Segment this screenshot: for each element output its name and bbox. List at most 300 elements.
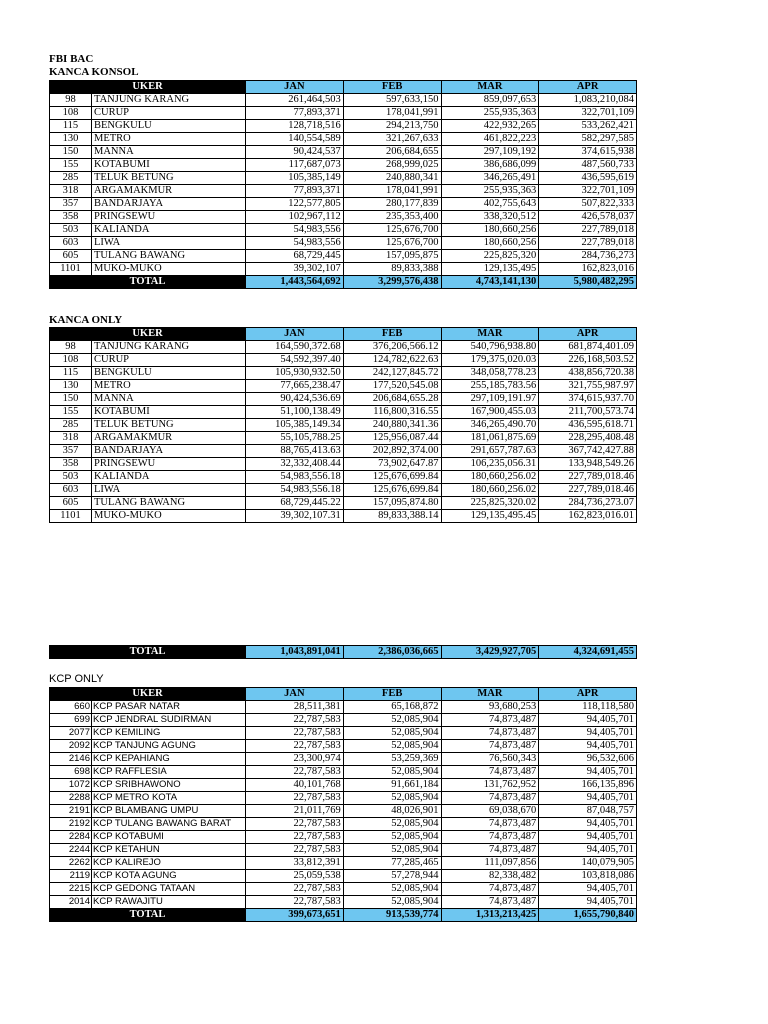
uker-header: UKER — [50, 328, 246, 341]
value-mar: 74,873,487 — [441, 883, 539, 896]
value-feb: 125,676,700 — [343, 237, 441, 250]
value-feb: 52,085,904 — [343, 714, 441, 727]
table-row — [50, 458, 637, 471]
value-jan: 54,983,556.18 — [246, 484, 344, 497]
uker-name: TELUK BETUNG — [92, 172, 246, 185]
value-feb: 52,085,904 — [343, 766, 441, 779]
uker-code: 2215 — [50, 883, 92, 896]
value-jan: 68,729,445.22 — [246, 497, 344, 510]
month-header-apr: APR — [539, 81, 637, 94]
uker-code: 98 — [50, 341, 92, 354]
table-row — [50, 198, 637, 211]
value-mar: 74,873,487 — [441, 844, 539, 857]
uker-code: 699 — [50, 714, 92, 727]
total-feb: 3,299,576,438 — [343, 276, 441, 289]
uker-name: MANNA — [92, 393, 246, 406]
value-feb: 206,684,655 — [343, 146, 441, 159]
value-jan: 22,787,583 — [246, 727, 344, 740]
value-mar: 297,109,191.97 — [441, 393, 539, 406]
table-row — [50, 445, 637, 458]
value-feb: 116,800,316.55 — [343, 406, 441, 419]
total-apr: 4,324,691,455 — [539, 646, 637, 659]
value-feb: 53,259,369 — [343, 753, 441, 766]
value-apr: 227,789,018 — [539, 237, 637, 250]
value-mar: 180,660,256.02 — [441, 471, 539, 484]
value-jan: 51,100,138.49 — [246, 406, 344, 419]
value-jan: 22,787,583 — [246, 714, 344, 727]
value-feb: 157,095,874.80 — [343, 497, 441, 510]
uker-name: KCP GEDONG TATAAN — [92, 883, 246, 896]
value-apr: 1,083,210,084 — [539, 94, 637, 107]
uker-code: 357 — [50, 445, 92, 458]
value-apr: 211,700,573.74 — [539, 406, 637, 419]
uker-code: 150 — [50, 393, 92, 406]
value-apr: 227,789,018.46 — [539, 471, 637, 484]
value-mar: 131,762,952 — [441, 779, 539, 792]
value-jan: 77,893,371 — [246, 107, 344, 120]
value-apr: 227,789,018 — [539, 224, 637, 237]
value-feb: 268,999,025 — [343, 159, 441, 172]
value-mar: 111,097,856 — [441, 857, 539, 870]
value-mar: 255,935,363 — [441, 185, 539, 198]
uker-name: TULANG BAWANG — [92, 497, 246, 510]
uker-name: TANJUNG KARANG — [92, 94, 246, 107]
value-feb: 177,520,545.08 — [343, 380, 441, 393]
value-mar: 181,061,875.69 — [441, 432, 539, 445]
value-mar: 180,660,256.02 — [441, 484, 539, 497]
uker-code: 357 — [50, 198, 92, 211]
value-jan: 164,590,372.68 — [246, 341, 344, 354]
value-mar: 402,755,643 — [441, 198, 539, 211]
total-jan: 399,673,651 — [246, 909, 344, 922]
value-jan: 23,300,974 — [246, 753, 344, 766]
value-jan: 40,101,768 — [246, 779, 344, 792]
value-apr: 166,135,896 — [539, 779, 637, 792]
value-apr: 94,405,701 — [539, 766, 637, 779]
uker-name: CURUP — [92, 354, 246, 367]
value-apr: 133,948,549.26 — [539, 458, 637, 471]
kcp-only-table — [49, 687, 637, 922]
table-row — [50, 250, 637, 263]
table-row — [50, 419, 637, 432]
uker-name: LIWA — [92, 484, 246, 497]
uker-name: MANNA — [92, 146, 246, 159]
uker-name: MUKO-MUKO — [92, 510, 246, 523]
value-mar: 859,097,653 — [441, 94, 539, 107]
value-mar: 422,932,265 — [441, 120, 539, 133]
value-mar: 74,873,487 — [441, 766, 539, 779]
value-apr: 94,405,701 — [539, 740, 637, 753]
value-feb: 242,127,845.72 — [343, 367, 441, 380]
value-apr: 228,295,408.48 — [539, 432, 637, 445]
uker-name: KCP TANJUNG AGUNG — [92, 740, 246, 753]
value-feb: 57,278,944 — [343, 870, 441, 883]
uker-code: 155 — [50, 406, 92, 419]
table-row — [50, 159, 637, 172]
uker-name: KCP KETAHUN — [92, 844, 246, 857]
value-feb: 65,168,872 — [343, 701, 441, 714]
value-jan: 88,765,413.63 — [246, 445, 344, 458]
table-row — [50, 714, 637, 727]
value-feb: 178,041,991 — [343, 185, 441, 198]
table-row — [50, 857, 637, 870]
uker-code: 603 — [50, 237, 92, 250]
value-feb: 52,085,904 — [343, 896, 441, 909]
section-title-kanca-only: KANCA ONLY — [49, 314, 123, 326]
uker-name: KCP KEPAHIANG — [92, 753, 246, 766]
uker-code: 108 — [50, 107, 92, 120]
uker-code: 115 — [50, 120, 92, 133]
uker-code: 155 — [50, 159, 92, 172]
value-mar: 540,796,938.80 — [441, 341, 539, 354]
value-feb: 125,676,699.84 — [343, 471, 441, 484]
total-label: TOTAL — [50, 276, 246, 289]
value-apr: 507,822,333 — [539, 198, 637, 211]
value-mar: 461,822,223 — [441, 133, 539, 146]
value-jan: 39,302,107 — [246, 263, 344, 276]
value-jan: 105,385,149 — [246, 172, 344, 185]
value-mar: 74,873,487 — [441, 896, 539, 909]
value-apr: 94,405,701 — [539, 844, 637, 857]
value-jan: 39,302,107.31 — [246, 510, 344, 523]
value-jan: 33,812,391 — [246, 857, 344, 870]
month-header-apr: APR — [539, 688, 637, 701]
uker-code: 318 — [50, 432, 92, 445]
value-apr: 436,595,619 — [539, 172, 637, 185]
table-row — [50, 497, 637, 510]
value-apr: 426,578,037 — [539, 211, 637, 224]
value-mar: 167,900,455.03 — [441, 406, 539, 419]
value-mar: 348,058,778.23 — [441, 367, 539, 380]
uker-name: KOTABUMI — [92, 406, 246, 419]
value-mar: 74,873,487 — [441, 714, 539, 727]
uker-code: 2092 — [50, 740, 92, 753]
value-jan: 117,687,073 — [246, 159, 344, 172]
value-feb: 89,833,388 — [343, 263, 441, 276]
uker-code: 358 — [50, 211, 92, 224]
value-apr: 94,405,701 — [539, 883, 637, 896]
uker-code: 98 — [50, 94, 92, 107]
uker-name: BANDARJAYA — [92, 198, 246, 211]
value-apr: 162,823,016.01 — [539, 510, 637, 523]
uker-name: PRINGSEWU — [92, 458, 246, 471]
value-apr: 582,297,585 — [539, 133, 637, 146]
uker-name: TELUK BETUNG — [92, 419, 246, 432]
value-feb: 91,661,184 — [343, 779, 441, 792]
table-row — [50, 831, 637, 844]
uker-name: KCP SRIBHAWONO — [92, 779, 246, 792]
value-apr: 321,755,987.97 — [539, 380, 637, 393]
month-header-jan: JAN — [246, 688, 344, 701]
value-mar: 106,235,056.31 — [441, 458, 539, 471]
table-row — [50, 766, 637, 779]
table-row — [50, 510, 637, 523]
value-mar: 93,680,253 — [441, 701, 539, 714]
value-mar: 386,686,099 — [441, 159, 539, 172]
table-row — [50, 818, 637, 831]
kanca-only-table — [49, 327, 637, 523]
value-mar: 180,660,256 — [441, 224, 539, 237]
value-mar: 129,135,495.45 — [441, 510, 539, 523]
table-row — [50, 107, 637, 120]
value-mar: 225,825,320 — [441, 250, 539, 263]
table-row — [50, 172, 637, 185]
uker-name: KCP KOTABUMI — [92, 831, 246, 844]
value-feb: 52,085,904 — [343, 831, 441, 844]
value-mar: 179,375,020.03 — [441, 354, 539, 367]
total-feb: 2,386,036,665 — [343, 646, 441, 659]
kanca-konsol-table — [49, 80, 637, 289]
table-row — [50, 701, 637, 714]
value-mar: 74,873,487 — [441, 740, 539, 753]
value-feb: 48,026,901 — [343, 805, 441, 818]
value-apr: 94,405,701 — [539, 818, 637, 831]
value-feb: 89,833,388.14 — [343, 510, 441, 523]
uker-name: METRO — [92, 380, 246, 393]
uker-code: 603 — [50, 484, 92, 497]
uker-header: UKER — [50, 81, 246, 94]
month-header-apr: APR — [539, 328, 637, 341]
table-row — [50, 224, 637, 237]
section-title-kcp-only: KCP ONLY — [49, 673, 104, 685]
value-mar: 297,109,192 — [441, 146, 539, 159]
value-jan: 54,592,397.40 — [246, 354, 344, 367]
value-feb: 294,213,750 — [343, 120, 441, 133]
value-mar: 346,265,491 — [441, 172, 539, 185]
table-row — [50, 237, 637, 250]
uker-code: 1072 — [50, 779, 92, 792]
value-jan: 22,787,583 — [246, 883, 344, 896]
uker-code: 2191 — [50, 805, 92, 818]
value-feb: 52,085,904 — [343, 740, 441, 753]
table-row — [50, 471, 637, 484]
total-row — [50, 646, 637, 659]
value-feb: 178,041,991 — [343, 107, 441, 120]
table-row — [50, 792, 637, 805]
value-jan: 22,787,583 — [246, 831, 344, 844]
table-row — [50, 354, 637, 367]
uker-name: BENGKULU — [92, 367, 246, 380]
total-row — [50, 276, 637, 289]
table-row — [50, 779, 637, 792]
total-apr: 1,655,790,840 — [539, 909, 637, 922]
value-apr: 436,595,618.71 — [539, 419, 637, 432]
table-row — [50, 727, 637, 740]
uker-name: KOTABUMI — [92, 159, 246, 172]
table-row — [50, 870, 637, 883]
report-title: FBI BAC — [49, 53, 94, 65]
value-apr: 438,856,720.38 — [539, 367, 637, 380]
total-label: TOTAL — [50, 646, 246, 659]
value-feb: 280,177,839 — [343, 198, 441, 211]
table-row — [50, 211, 637, 224]
value-feb: 125,956,087.44 — [343, 432, 441, 445]
uker-name: KCP METRO KOTA — [92, 792, 246, 805]
uker-code: 130 — [50, 133, 92, 146]
uker-code: 150 — [50, 146, 92, 159]
value-apr: 94,405,701 — [539, 792, 637, 805]
table-row — [50, 263, 637, 276]
value-apr: 227,789,018.46 — [539, 484, 637, 497]
table-row — [50, 740, 637, 753]
value-mar: 74,873,487 — [441, 818, 539, 831]
uker-name: KCP RAWAJITU — [92, 896, 246, 909]
value-feb: 202,892,374.00 — [343, 445, 441, 458]
value-apr: 94,405,701 — [539, 831, 637, 844]
value-jan: 25,059,538 — [246, 870, 344, 883]
value-jan: 22,787,583 — [246, 766, 344, 779]
value-mar: 255,935,363 — [441, 107, 539, 120]
uker-code: 285 — [50, 172, 92, 185]
value-apr: 284,736,273.07 — [539, 497, 637, 510]
uker-code: 108 — [50, 354, 92, 367]
value-feb: 124,782,622.63 — [343, 354, 441, 367]
month-header-feb: FEB — [343, 688, 441, 701]
uker-name: KCP KEMILING — [92, 727, 246, 740]
value-jan: 22,787,583 — [246, 844, 344, 857]
value-jan: 68,729,445 — [246, 250, 344, 263]
uker-code: 503 — [50, 471, 92, 484]
month-header-jan: JAN — [246, 328, 344, 341]
table-row — [50, 432, 637, 445]
uker-name: KCP PASAR NATAR — [92, 701, 246, 714]
total-feb: 913,539,774 — [343, 909, 441, 922]
value-apr: 94,405,701 — [539, 714, 637, 727]
total-jan: 1,443,564,692 — [246, 276, 344, 289]
month-header-feb: FEB — [343, 328, 441, 341]
value-feb: 240,880,341.36 — [343, 419, 441, 432]
uker-code: 1101 — [50, 263, 92, 276]
value-mar: 338,320,512 — [441, 211, 539, 224]
value-mar: 76,560,343 — [441, 753, 539, 766]
table-row — [50, 341, 637, 354]
value-mar: 74,873,487 — [441, 831, 539, 844]
uker-name: BANDARJAYA — [92, 445, 246, 458]
uker-name: LIWA — [92, 237, 246, 250]
uker-name: ARGAMAKMUR — [92, 185, 246, 198]
value-jan: 22,787,583 — [246, 792, 344, 805]
uker-code: 2119 — [50, 870, 92, 883]
value-mar: 291,657,787.63 — [441, 445, 539, 458]
value-apr: 140,079,905 — [539, 857, 637, 870]
total-mar: 3,429,927,705 — [441, 646, 539, 659]
uker-name: CURUP — [92, 107, 246, 120]
value-apr: 322,701,109 — [539, 107, 637, 120]
table-row — [50, 380, 637, 393]
uker-code: 1101 — [50, 510, 92, 523]
value-jan: 22,787,583 — [246, 896, 344, 909]
value-jan: 77,665,238.47 — [246, 380, 344, 393]
uker-name: KCP BLAMBANG UMPU — [92, 805, 246, 818]
value-mar: 74,873,487 — [441, 792, 539, 805]
value-jan: 102,967,112 — [246, 211, 344, 224]
value-apr: 374,615,938 — [539, 146, 637, 159]
value-jan: 54,983,556 — [246, 224, 344, 237]
value-mar: 74,873,487 — [441, 727, 539, 740]
value-apr: 103,818,086 — [539, 870, 637, 883]
value-jan: 261,464,503 — [246, 94, 344, 107]
value-feb: 240,880,341 — [343, 172, 441, 185]
value-mar: 255,185,783.56 — [441, 380, 539, 393]
uker-name: TANJUNG KARANG — [92, 341, 246, 354]
value-jan: 77,893,371 — [246, 185, 344, 198]
value-apr: 94,405,701 — [539, 896, 637, 909]
total-label: TOTAL — [50, 909, 246, 922]
uker-name: KCP RAFFLESIA — [92, 766, 246, 779]
value-jan: 90,424,536.69 — [246, 393, 344, 406]
uker-name: KCP KOTA AGUNG — [92, 870, 246, 883]
table-row — [50, 883, 637, 896]
uker-code: 358 — [50, 458, 92, 471]
value-feb: 52,085,904 — [343, 727, 441, 740]
table-row — [50, 393, 637, 406]
month-header-mar: MAR — [441, 328, 539, 341]
uker-code: 2284 — [50, 831, 92, 844]
uker-code: 605 — [50, 497, 92, 510]
value-apr: 681,874,401.09 — [539, 341, 637, 354]
month-header-mar: MAR — [441, 81, 539, 94]
table-row — [50, 367, 637, 380]
table-row — [50, 146, 637, 159]
uker-name: KALIANDA — [92, 224, 246, 237]
value-feb: 206,684,655.28 — [343, 393, 441, 406]
table-row — [50, 805, 637, 818]
table-row — [50, 406, 637, 419]
value-feb: 157,095,875 — [343, 250, 441, 263]
table-row — [50, 844, 637, 857]
value-jan: 22,787,583 — [246, 818, 344, 831]
table-row — [50, 484, 637, 497]
value-feb: 52,085,904 — [343, 792, 441, 805]
uker-code: 2077 — [50, 727, 92, 740]
uker-code: 130 — [50, 380, 92, 393]
month-header-jan: JAN — [246, 81, 344, 94]
value-feb: 125,676,699.84 — [343, 484, 441, 497]
uker-name: PRINGSEWU — [92, 211, 246, 224]
uker-name: TULANG BAWANG — [92, 250, 246, 263]
value-jan: 105,930,932.50 — [246, 367, 344, 380]
uker-code: 2146 — [50, 753, 92, 766]
value-feb: 125,676,700 — [343, 224, 441, 237]
uker-name: KALIANDA — [92, 471, 246, 484]
value-feb: 597,633,150 — [343, 94, 441, 107]
value-mar: 180,660,256 — [441, 237, 539, 250]
value-jan: 128,718,516 — [246, 120, 344, 133]
total-apr: 5,980,482,295 — [539, 276, 637, 289]
value-jan: 122,577,805 — [246, 198, 344, 211]
uker-name: BENGKULU — [92, 120, 246, 133]
total-mar: 4,743,141,130 — [441, 276, 539, 289]
table-row — [50, 753, 637, 766]
uker-code: 605 — [50, 250, 92, 263]
value-apr: 374,615,937.70 — [539, 393, 637, 406]
value-apr: 87,048,757 — [539, 805, 637, 818]
uker-name: KCP TULANG BAWANG BARAT — [92, 818, 246, 831]
value-mar: 225,825,320.02 — [441, 497, 539, 510]
value-jan: 22,787,583 — [246, 740, 344, 753]
value-apr: 118,118,580 — [539, 701, 637, 714]
uker-code: 2262 — [50, 857, 92, 870]
total-mar: 1,313,213,425 — [441, 909, 539, 922]
table-row — [50, 94, 637, 107]
value-jan: 21,011,769 — [246, 805, 344, 818]
uker-name: KCP JENDRAL SUDIRMAN — [92, 714, 246, 727]
uker-code: 2014 — [50, 896, 92, 909]
value-feb: 52,085,904 — [343, 818, 441, 831]
uker-code: 2244 — [50, 844, 92, 857]
month-header-feb: FEB — [343, 81, 441, 94]
value-feb: 52,085,904 — [343, 883, 441, 896]
